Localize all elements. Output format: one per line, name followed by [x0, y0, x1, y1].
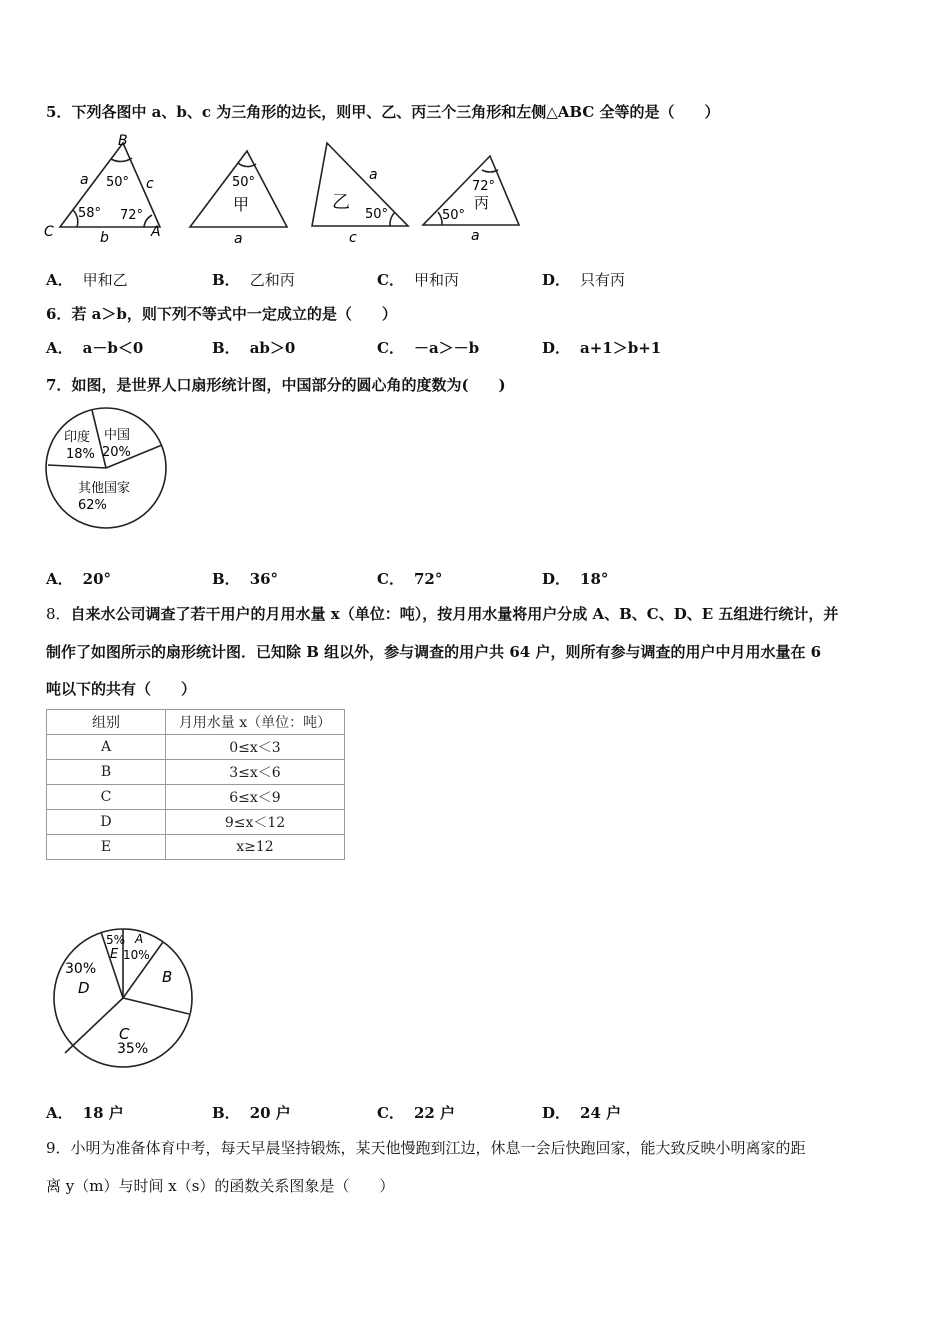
q7-value-other: 62%	[78, 498, 107, 513]
table-row: A 0≤x＜3	[47, 735, 345, 760]
q9-stem-line1: 9．小明为准备体育中考，每天早晨坚持锻炼，某天他慢跑到江边，休息一会后快跑回家，能大致反映小明离家的距	[46, 1139, 806, 1157]
q8-value-c: 35%	[117, 1041, 149, 1057]
table-header-group: 组别	[47, 710, 166, 735]
q8-stem-line3: 吨以下的共有（ ）	[46, 680, 197, 698]
q5-number: 5．	[46, 103, 72, 121]
q6-option-c[interactable]: C． －a＞－b	[377, 339, 480, 357]
q9-number: 9．	[46, 1139, 71, 1157]
q5-stem	[46, 102, 720, 122]
q8-stem-line2: 制作了如图所示的扇形统计图．已知除 B 组以外，参与调查的用户共 64 户，则所有参与调查的用户中月用水量在 6	[46, 643, 822, 661]
q8-option-c[interactable]: C． 22 户	[377, 1104, 456, 1122]
q7-value-china: 20%	[102, 445, 131, 460]
yi-angle: 50°	[365, 207, 389, 222]
q5-text: 下列各图中 a、b、c 为三角形的边长，则甲、乙、丙三个三角形和左侧△ABC 全等的是（ ）	[71, 103, 720, 121]
q6-option-b[interactable]: B． ab＞0	[212, 339, 296, 357]
q7-label-china: 中国	[104, 428, 131, 443]
angle-A: 72°	[120, 208, 144, 223]
q7-pie-chart	[40, 405, 175, 535]
q8-group-c: C	[119, 1025, 130, 1043]
angle-C: 58°	[78, 206, 102, 221]
q6-option-a[interactable]: A． a－b＜0	[46, 339, 144, 357]
q6-number: 6．	[46, 305, 72, 323]
q8-group-e: E	[110, 947, 119, 962]
table-row: E x≥12	[47, 835, 345, 860]
bing-angle-left: 50°	[442, 208, 466, 223]
bing-side: a	[471, 228, 480, 244]
q8-group-a: A	[135, 932, 144, 946]
q8-divider-c-b	[123, 998, 189, 1014]
q7-label-india: 印度	[64, 430, 91, 445]
q8-value-e: 5%	[106, 933, 126, 947]
table-header-usage: 月用水量 x（单位：吨）	[166, 710, 345, 735]
jia-name: 甲	[233, 195, 250, 214]
q5-option-d[interactable]: D． 只有丙	[542, 271, 626, 289]
q7-label-other: 其他国家	[78, 481, 131, 496]
q7-stem	[46, 375, 506, 395]
q6-option-d[interactable]: D． a+1＞b+1	[542, 339, 662, 357]
q7-divider-india-other	[48, 465, 106, 468]
label-A: A	[151, 224, 161, 240]
yi-side1: a	[369, 167, 378, 183]
yi-name: 乙	[332, 192, 350, 213]
q5-figure	[40, 130, 540, 250]
jia-side: a	[234, 231, 243, 247]
q7-value-india: 18%	[66, 447, 95, 462]
bing-angle-top: 72°	[472, 179, 496, 194]
q8-pie-chart	[48, 925, 198, 1070]
q7-option-b[interactable]: B． 36°	[212, 570, 279, 588]
table-row: B 3≤x＜6	[47, 760, 345, 785]
table-row: C 6≤x＜9	[47, 785, 345, 810]
q8-value-a: 10%	[123, 948, 150, 962]
q9-stem-line2: 离 y（m）与时间 x（s）的函数关系图象是（ ）	[46, 1177, 395, 1195]
label-B: B	[118, 133, 128, 149]
table-row: D 9≤x＜12	[47, 810, 345, 835]
triangle-bing	[423, 156, 519, 225]
label-side-b: b	[100, 230, 109, 246]
q7-option-d[interactable]: D． 18°	[542, 570, 609, 588]
q8-option-d[interactable]: D． 24 户	[542, 1104, 622, 1122]
table-header-row	[47, 710, 345, 735]
bing-name: 丙	[474, 194, 490, 212]
q8-group-b: B	[162, 968, 173, 986]
q8-value-d: 30%	[65, 961, 97, 977]
q8-group-d: D	[78, 979, 90, 997]
q6-stem	[46, 304, 397, 324]
q8-stem-line1: 8．自来水公司调查了若干用户的月用水量 x（单位：吨），按月用水量将用户分成 A、B、C、D、E 五组进行统计，并	[46, 605, 839, 623]
q5-option-c[interactable]: C． 甲和丙	[377, 271, 459, 289]
q6-text: 若 a＞b，则下列不等式中一定成立的是（ ）	[71, 305, 397, 323]
q7-option-c[interactable]: C． 72°	[377, 570, 443, 588]
yi-side2: c	[349, 230, 357, 246]
q8-water-table	[46, 709, 345, 860]
q8-option-a[interactable]: A． 18 户	[46, 1104, 124, 1122]
q5-option-b[interactable]: B． 乙和丙	[212, 271, 295, 289]
q8-option-b[interactable]: B． 20 户	[212, 1104, 291, 1122]
jia-angle: 50°	[232, 175, 256, 190]
triangle-yi	[312, 143, 408, 226]
angle-B: 50°	[106, 175, 130, 190]
label-side-a: a	[80, 172, 89, 188]
q8-divider-d-c	[65, 998, 123, 1053]
label-C: C	[44, 224, 54, 240]
q5-option-a[interactable]: A． 甲和乙	[46, 271, 128, 289]
q7-text: 如图，是世界人口扇形统计图，中国部分的圆心角的度数为( )	[71, 376, 506, 394]
q7-number: 7．	[46, 376, 72, 394]
q7-option-a[interactable]: A． 20°	[46, 570, 112, 588]
label-side-c: c	[146, 176, 154, 192]
q8-number: 8．	[46, 605, 71, 623]
